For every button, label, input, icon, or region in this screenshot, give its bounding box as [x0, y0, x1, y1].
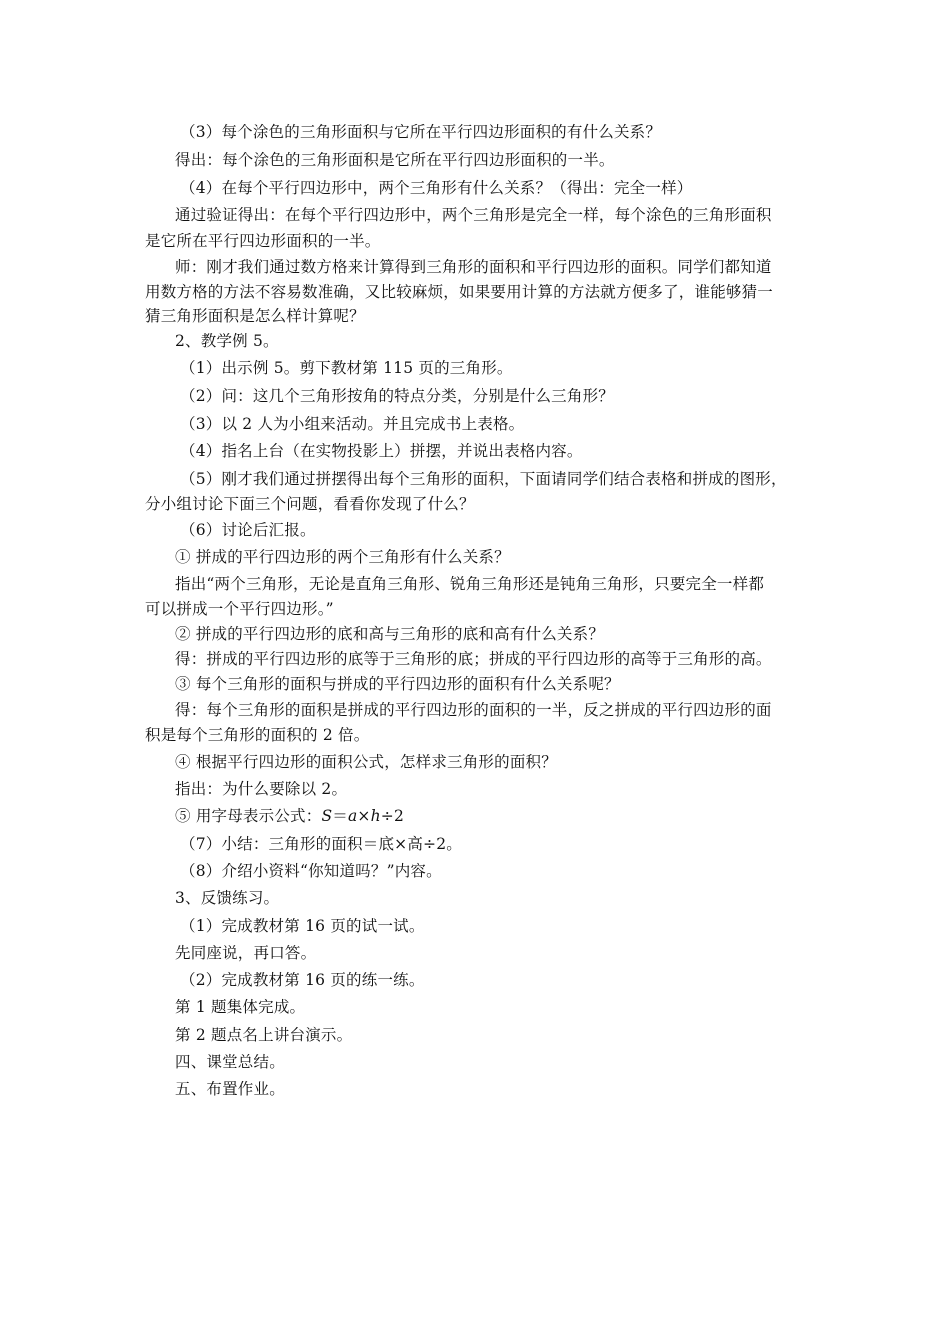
text-line: ② 拼成的平行四边形的底和高与三角形的底和高有什么关系？ [175, 625, 605, 643]
text-line: ③ 每个三角形的面积与拼成的平行四边形的面积有什么关系呢？ [175, 675, 620, 693]
formula-var-a: a [347, 807, 358, 825]
text-line: 可以拼成一个平行四边形。” [145, 600, 334, 618]
formula-line [175, 806, 404, 826]
text-line: （5）刚才我们通过拼摆得出每个三角形的面积，下面请同学们结合表格和拼成的图形， [180, 470, 787, 488]
text-line: （1）出示例 5。剪下教材第 115 页的三角形。 [180, 359, 513, 377]
text-line: 四、课堂总结。 [175, 1053, 285, 1071]
text-line: 积是每个三角形的面积的 2 倍。 [145, 726, 370, 744]
text-line: 第 2 题点名上讲台演示。 [175, 1026, 353, 1044]
text-line: （3）每个涂色的三角形面积与它所在平行四边形面积的有什么关系？ [180, 123, 662, 141]
text-line: 通过验证得出：在每个平行四边形中，两个三角形是完全一样，每个涂色的三角形面积 [175, 206, 772, 224]
text-line: 得：拼成的平行四边形的底等于三角形的底；拼成的平行四边形的高等于三角形的高。 [175, 650, 772, 668]
formula-times: × [357, 807, 371, 825]
text-line: 得：每个三角形的面积是拼成的平行四边形的面积的一半，反之拼成的平行四边形的面 [175, 701, 772, 719]
text-line: （8）介绍小资料“你知道吗？”内容。 [180, 862, 442, 880]
text-line: ④ 根据平行四边形的面积公式，怎样求三角形的面积？ [175, 753, 557, 771]
text-line: 用数方格的方法不容易数准确，又比较麻烦，如果要用计算的方法就方便多了，谁能够猜一 [145, 283, 774, 301]
text-line: 是它所在平行四边形面积的一半。 [145, 232, 381, 250]
formula-var-h: h [370, 807, 381, 825]
text-line: 先同座说，再口答。 [175, 944, 317, 962]
text-line: （2）问：这几个三角形按角的特点分类，分别是什么三角形？ [180, 387, 614, 405]
formula-equals: ＝ [332, 807, 348, 825]
text-line: 第 1 题集体完成。 [175, 998, 306, 1016]
text-line: （1）完成教材第 16 页的试一试。 [180, 917, 425, 935]
text-line: 猜三角形面积是怎么样计算呢？ [145, 307, 365, 325]
formula-rest: ÷2 [380, 807, 405, 825]
text-line: 指出“两个三角形，无论是直角三角形、锐角三角形还是钝角三角形，只要完全一样都 [175, 575, 765, 593]
text-line: （6）讨论后汇报。 [180, 521, 316, 539]
text-line: 2、教学例 5。 [175, 332, 279, 350]
text-line: （2）完成教材第 16 页的练一练。 [180, 971, 425, 989]
text-line: 五、布置作业。 [175, 1080, 285, 1098]
text-line: 分小组讨论下面三个问题，看看你发现了什么？ [145, 495, 475, 513]
text-line: （3）以 2 人为小组来活动。并且完成书上表格。 [180, 415, 525, 433]
formula-prefix: ⑤ 用字母表示公式： [175, 807, 322, 825]
text-line: 3、反馈练习。 [175, 889, 280, 907]
text-line: 得出：每个涂色的三角形面积是它所在平行四边形面积的一半。 [175, 151, 615, 169]
text-line: ① 拼成的平行四边形的两个三角形有什么关系？ [175, 548, 510, 566]
text-line: 师：刚才我们通过数方格来计算得到三角形的面积和平行四边形的面积。同学们都知道 [175, 258, 772, 276]
text-line: （7）小结：三角形的面积＝底×高÷2。 [180, 835, 462, 853]
text-line: （4）指名上台（在实物投影上）拼摆，并说出表格内容。 [180, 442, 583, 460]
text-line: （4）在每个平行四边形中，两个三角形有什么关系？（得出：完全一样） [180, 179, 693, 197]
text-line: 指出：为什么要除以 2。 [175, 780, 348, 798]
formula-var-s: S [321, 807, 333, 825]
